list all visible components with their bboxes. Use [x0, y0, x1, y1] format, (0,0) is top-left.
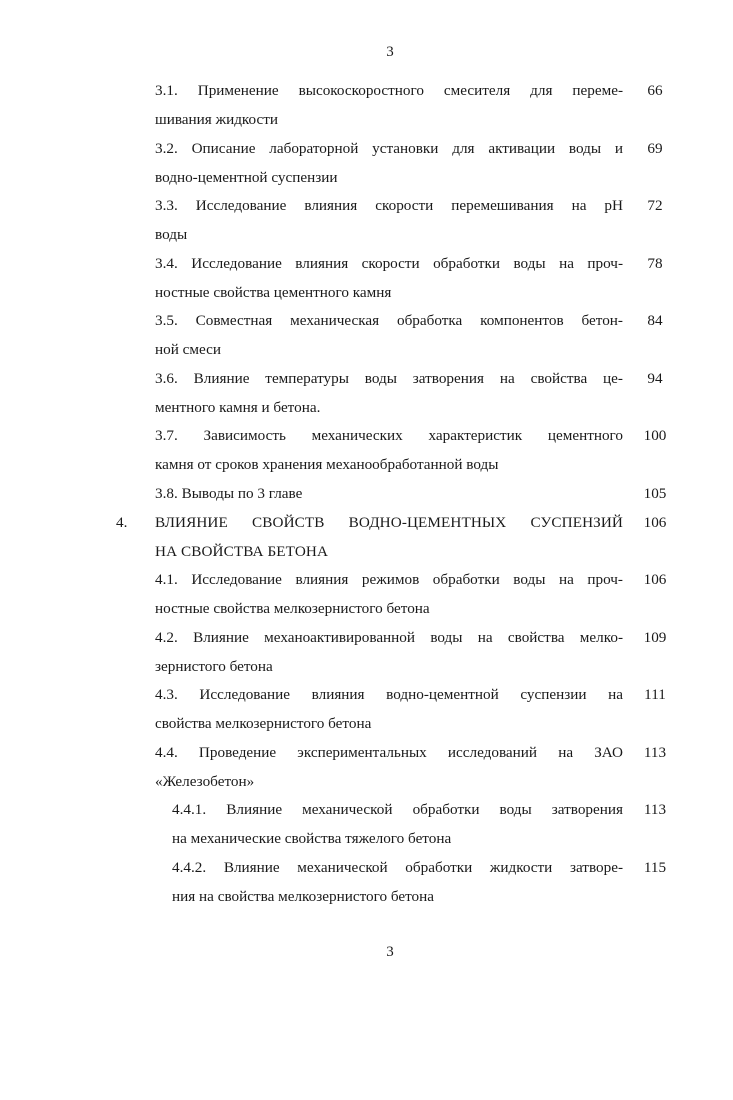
toc-entry-page: 84 — [647, 312, 663, 329]
toc-entry-title: 4.3. Исследование влияния водно-цементной суспензии на — [155, 686, 623, 703]
toc-entry-page: 66 — [647, 82, 663, 99]
toc-entry-4-4-2 — [0, 853, 733, 911]
toc-entry-title: 3.3. Исследование влияния скорости перемешивания на pH — [155, 197, 623, 214]
toc-entry-title-cont: шивания жидкости — [155, 111, 279, 128]
toc-entry-4-4-1 — [0, 795, 733, 853]
toc-entry-title-cont: свойства мелкозернистого бетона — [155, 715, 372, 732]
toc-entry-page: 69 — [647, 139, 663, 157]
toc-entry-page: 94 — [647, 369, 663, 387]
toc-entry-title: 4.4.2. Влияние механической обработки жидкости затворе- — [172, 858, 623, 876]
toc-entry-title-cont: ния на свойства мелкозернистого бетона — [172, 887, 435, 905]
toc-entry-3-1 — [0, 76, 733, 134]
toc-entry-4-4 — [0, 738, 733, 796]
toc-entry-title-cont: ментного камня и бетона. — [155, 398, 321, 416]
toc-entry-3-6 — [0, 364, 733, 422]
toc-entry-title-cont: «Железобетон» — [155, 772, 255, 790]
toc-entry-page: 100 — [643, 427, 667, 444]
toc-entry-title: 3.1. Применение высокоскоростного смесителя для переме- — [155, 82, 623, 99]
toc-entry-3-5 — [0, 306, 733, 364]
toc-entry-3-7 — [0, 421, 733, 479]
toc-entry-3-4 — [0, 249, 733, 307]
toc-entry-title-cont: ной смеси — [155, 341, 221, 358]
toc-entry-3-3 — [0, 191, 733, 249]
toc-chapter-title: ВЛИЯНИЕ СВОЙСТВ ВОДНО-ЦЕМЕНТНЫХ СУСПЕНЗИЙ — [155, 513, 623, 531]
toc-entry-title: 4.2. Влияние механоактивированной воды на свойства мелко- — [155, 628, 623, 646]
toc-entry-page: 111 — [644, 686, 666, 703]
toc-entry-4-3 — [0, 680, 733, 738]
toc-entry-title-cont: ностные свойства мелкозернистого бетона — [155, 600, 430, 617]
toc-entry-title: 4.1. Исследование влияния режимов обработки воды на проч- — [155, 571, 623, 588]
table-of-contents — [0, 76, 733, 910]
toc-entry-page: 78 — [647, 254, 663, 272]
toc-entry-page: 105 — [643, 484, 667, 502]
toc-entry-title: 4.4.1. Влияние механической обработки воды затворения — [172, 801, 623, 818]
toc-entry-page: 106 — [643, 513, 667, 531]
toc-entry-title-cont: водно-цементной суспензии — [155, 168, 338, 186]
toc-entry-4-1 — [0, 565, 733, 623]
toc-entry-title-cont: ностные свойства цементного камня — [155, 283, 392, 301]
toc-entry-3-2 — [0, 134, 733, 192]
toc-entry-title-cont: воды — [155, 226, 188, 243]
toc-entry-title-cont: зернистого бетона — [155, 657, 273, 675]
toc-entry-page: 113 — [643, 801, 667, 818]
toc-entry-title: 4.4. Проведение экспериментальных исследований на ЗАО — [155, 743, 623, 761]
toc-entry-page: 109 — [643, 628, 667, 646]
toc-entry-3-8 — [0, 479, 733, 508]
toc-entry-title: 3.2. Описание лабораторной установки для активации воды и — [155, 139, 623, 157]
toc-entry-page: 113 — [643, 743, 667, 761]
toc-entry-title: 3.5. Совместная механическая обработка компонентов бетон- — [155, 312, 623, 329]
toc-entry-title: 3.7. Зависимость механических характеристик цементного — [155, 427, 623, 444]
page-number-bottom: 3 — [386, 944, 394, 960]
toc-chapter-title-cont: НА СВОЙСТВА БЕТОНА — [155, 542, 329, 560]
toc-chapter-4 — [0, 508, 733, 566]
toc-entry-title: 3.4. Исследование влияния скорости обработки воды на проч- — [155, 254, 623, 272]
toc-entry-title-cont: на механические свойства тяжелого бетона — [172, 830, 452, 847]
toc-entry-title: 3.8. Выводы по 3 главе — [155, 484, 303, 502]
toc-entry-page: 106 — [643, 571, 667, 588]
toc-entry-title: 3.6. Влияние температуры воды затворения на свойства це- — [155, 369, 623, 387]
page-number-top: 3 — [386, 44, 394, 60]
toc-entry-title-cont: камня от сроков хранения механообработанной воды — [155, 456, 499, 473]
toc-entry-4-2 — [0, 623, 733, 681]
toc-entry-page: 115 — [643, 858, 667, 876]
toc-chapter-number: 4. — [116, 513, 128, 531]
toc-entry-page: 72 — [647, 197, 663, 214]
